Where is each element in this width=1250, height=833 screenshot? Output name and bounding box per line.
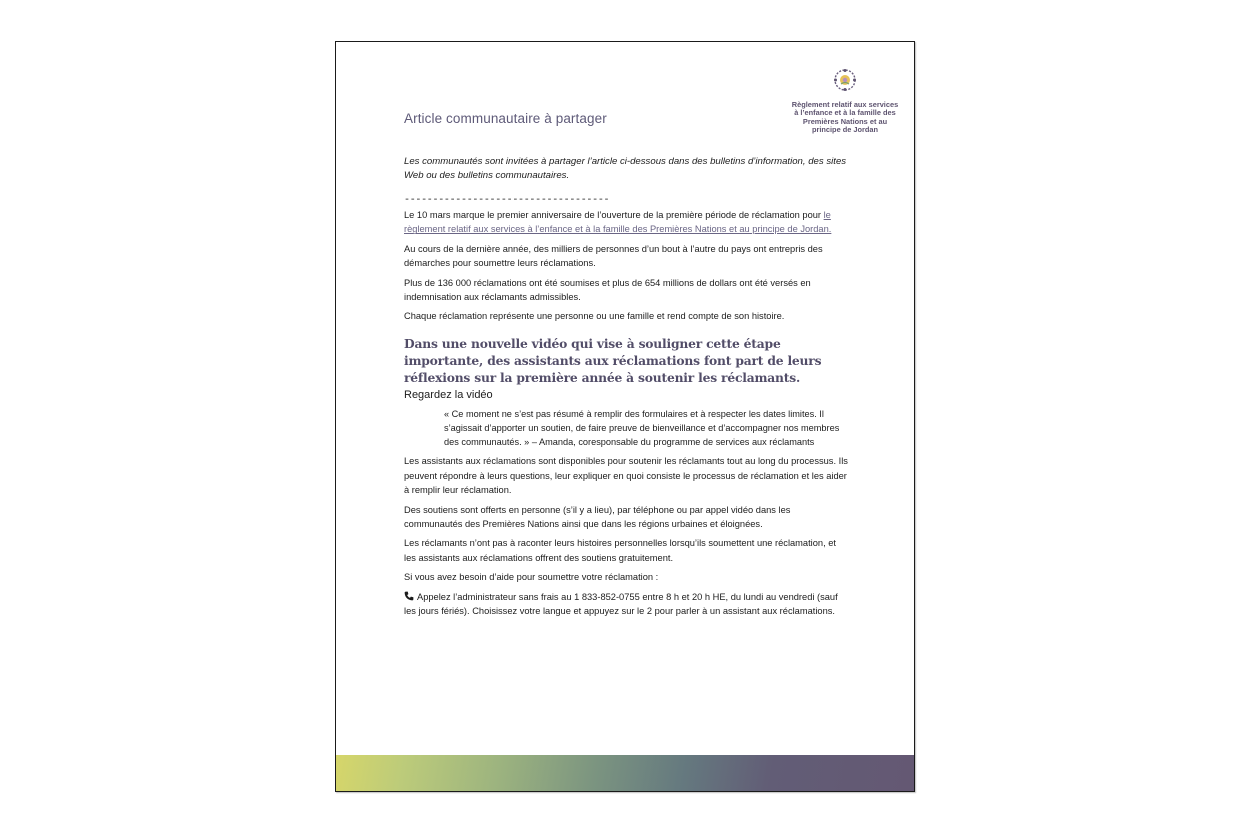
document-title: Article communautaire à partager bbox=[404, 111, 607, 126]
separator-line: ------------------------------------ bbox=[404, 195, 610, 206]
logo-text: Règlement relatif aux services à l’enfance et à la famille des Premières Nations et au principe de Jordan bbox=[791, 100, 899, 135]
settlement-link[interactable]: le règlement relatif aux services à l’enfance et à la famille des Premières Nations et au principe de Jordan. bbox=[404, 210, 832, 235]
paragraph-no-stories: Les réclamants n’ont pas à raconter leurs histoires personnelles lorsqu’ils soumettent une réclamation, et les assistants aux réclamations offrent des soutiens gratuitement. bbox=[404, 538, 837, 563]
paragraph-phone bbox=[404, 590, 850, 619]
testimonial-quote: « Ce moment ne s’est pas résumé à remplir des formulaires et à respecter les dates limites. Il s’agissait d’apporter un soutien, de faire preuve de bienveillance et d’accompagner nos membres des communautés. » – Amanda, coresponsable du programme de services aux réclamants bbox=[444, 408, 840, 448]
paragraph-supports: Des soutiens sont offerts en personne (s’il y a lieu), par téléphone ou par appel vidéo dans les communautés des Premières Nations ainsi que dans les régions urbaines et éloignées. bbox=[404, 504, 791, 530]
paragraph-need-help: Si vous avez besoin d’aide pour soumettre votre réclamation : bbox=[404, 572, 659, 583]
phone-icon bbox=[404, 591, 414, 601]
article-content bbox=[404, 155, 850, 624]
paragraph-assistants: Les assistants aux réclamations sont disponibles pour soutenir les réclamants tout au long du processus. Ils peuvent répondre à leurs questions, leur expliquer en quoi consiste le processus de réclamation et les aider à remplir leur réclamation. bbox=[404, 456, 848, 496]
phone-instructions: Appelez l’administrateur sans frais au 1 833-852-0755 entre 8 h et 20 h HE, du lundi au vendredi (sauf les jours fériés). Choisissez votre langue et appuyez sur le 2 pour parler à un assistant aux réclamations. bbox=[404, 591, 838, 617]
document-page bbox=[335, 41, 915, 792]
paragraph-thousands: Au cours de la dernière année, des milliers de personnes d’un bout à l’autre du pays ont entrepris des démarches pour soumettre leurs réclamations. bbox=[404, 243, 823, 269]
paragraph-each-claim: Chaque réclamation représente une personne ou une famille et rend compte de son histoire. bbox=[404, 311, 785, 322]
circular-beaded-emblem-icon bbox=[833, 68, 857, 92]
paragraph-statistics: Plus de 136 000 réclamations ont été soumises et plus de 654 millions de dollars ont été versés en indemnisation aux réclamants admissibles. bbox=[404, 277, 811, 303]
paragraph-anniversary-text: Le 10 mars marque le premier anniversaire de l’ouverture de la première période de réclamation pour bbox=[404, 210, 824, 220]
decorative-footer-gradient bbox=[336, 755, 914, 791]
watch-video-link[interactable]: Regardez la vidéo bbox=[404, 388, 493, 401]
video-heading: Dans une nouvelle vidéo qui vise à souligner cette étape importante, des assistants aux réclamations font part de leurs réflexions sur la première année à soutenir les réclamants. bbox=[404, 335, 822, 385]
intro-text: Les communautés sont invitées à partager l’article ci-dessous dans des bulletins d’information, des sites Web ou des bulletins communautaires. bbox=[404, 156, 847, 181]
paragraph-anniversary bbox=[404, 208, 850, 237]
logo bbox=[790, 68, 900, 135]
